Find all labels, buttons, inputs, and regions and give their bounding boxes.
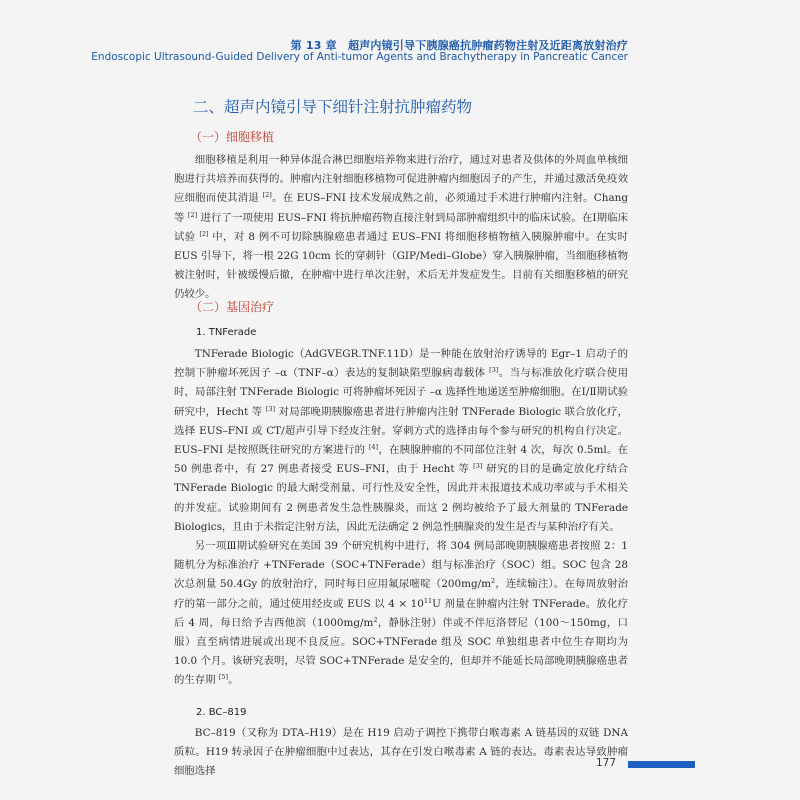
text-run: U 剂量在肿瘤内注射 TNFerade。放化疗后 4 周，每日给予吉西他滨（1000mg/m: [174, 597, 629, 629]
citation: [3]: [265, 404, 276, 413]
text-run: TNFerade Biologic（AdGVEGR.TNF.11D）是一种能在放射治疗诱导的 Egr–1 启动子的控制下肿瘤坏死因子 –α（TNF–α）表达的复制缺陷型腺病毒载体: [174, 348, 628, 380]
citation: [4]: [368, 443, 379, 452]
superscript: 2: [491, 577, 496, 586]
subsection-title-gene-therapy: （二）基因治疗: [190, 300, 275, 314]
bc819-body: [174, 724, 628, 782]
chapter-header-en: Endoscopic Ultrasound-Guided Delivery of Anti-tumor Agents and Brachytherapy in Pancreatic Cancer: [91, 51, 628, 63]
text-run: ，在胰腺肿瘤的不同部位注射 4 次，每次 0.5ml。在 50 例患者中，有 27 例患者接受 EUS–FNI，由于 Hecht 等: [174, 444, 629, 476]
page-number: 177: [596, 757, 617, 769]
paragraph: [174, 345, 628, 537]
citation: [2]: [262, 191, 272, 200]
paragraph: [174, 151, 628, 305]
superscript: 11: [423, 596, 433, 605]
citation: [2]: [187, 210, 198, 219]
text-run: 中，对 8 例不可切除胰腺癌患者通过 EUS–FNI 将细胞移植物植入胰腺肿瘤中。在实时 EUS 引导下，将一根 22G 10cm 长的穿刺针（GIP/Medi–Globe）穿入胰腺肿瘤，当细胞移植物被注射时，针被缓慢后撤，在肿瘤中进行单次注射，术后无并发症发生。目前有关细胞移植的研究仍较少。: [174, 230, 628, 301]
text-run: 对局部晚期胰腺癌患者进行肿瘤内注射 TNFerade Biologic 联合放化疗，选择 EUS–FNI 或 CT/超声引导下经皮注射。穿刺方式的选择由每个参与研究的机构自行决定。EUS–FNI 是按照既往研究的方案进行的: [174, 405, 628, 457]
subsection-title-cell-transplant: （一）细胞移植: [190, 130, 275, 144]
text-run: BC–819（又称为 DTA–H19）是在 H19 启动子调控下携带白喉毒素 A 链基因的双链 DNA 质粒。H19 转录因子在肿瘤细胞中过表达，其存在引发白喉毒素 A 链的表达。毒素表达导致肿瘤细胞选择: [174, 727, 628, 778]
cell-transplant-body: [174, 151, 628, 305]
citation: [5]: [218, 673, 229, 682]
text-run: ，静脉注射）伴或不伴厄洛替尼（100～150mg，口服）直至病情进展或出现不良反应。SOC+TNFerade 组及 SOC 单独组患者中位生存期均为 10.0 个月。该研究表明，尽管 SOC+TNFerade 是安全的，但却并不能延长局部晚期胰腺癌患者的生存期: [174, 616, 628, 687]
text-run: 。在 EUS–FNI 技术发展成熟之前，必须通过手术进行肿瘤内注射。Chang 等: [174, 192, 628, 224]
text-run: 另一项Ⅲ期试验研究在美国 39 个研究机构中进行，将 304 例局部晚期胰腺癌患者按照 2：1 随机分为标准治疗 +TNFerade（SOC+TNFerade）组与标准治疗（SOC）组。SOC 包含 28 次总剂量 50.4Gy 的放射治疗，同时每日应用氟尿嘧啶（200mg/m: [174, 540, 628, 591]
text-run: 。: [228, 674, 239, 687]
paragraph: [174, 724, 628, 782]
text-run: ，连续输注）。在每周放射治疗的第一部分之前，通过使用经皮或 EUS 以 4 × 10: [174, 578, 628, 610]
item-title-bc819: 2. BC–819: [196, 707, 247, 718]
tnferade-body: [174, 345, 628, 691]
paragraph: [174, 537, 628, 691]
text-run: 进行了一项使用 EUS–FNI 将抗肿瘤药物直接注射到局部肿瘤组织中的临床试验。在Ⅰ期临床试验: [174, 211, 628, 243]
superscript: 2: [373, 615, 378, 624]
citation: [3]: [489, 366, 499, 375]
text-run: 研究的目的是确定放化疗结合 TNFerade Biologic 的最大耐受剂量、可行性及安全性，因此并未报道技术成功率或与手术相关的并发症。试验期间有 2 例患者发生急性胰腺炎，而这 2 例均被给予了最大剂量的 TNFerade Biologics，且由于未指定注射方法，因此无法确定 2 例急性胰腺炎的发生是否与某种治疗有关。: [174, 463, 628, 533]
item-title-tnferade: 1. TNFerade: [196, 327, 257, 338]
text-run: 。当与标准放化疗联合使用时，局部注射 TNFerade Biologic 可将肿瘤坏死因子 –α 选择性地递送至肿瘤细胞。在Ⅰ/Ⅱ期试验研究中，Hecht 等: [174, 367, 628, 418]
citation: [3]: [473, 462, 483, 471]
text-run: 细胞移植是利用一种异体混合淋巴细胞培养物来进行治疗，通过对患者及供体的外周血单核细胞进行共培养而获得的。肿瘤内注射细胞移植物可促进肿瘤内细胞因子的产生，并通过激活免疫效应细胞而使其消退: [174, 154, 628, 205]
citation: [2]: [199, 229, 209, 238]
footer-accent-bar: [628, 761, 695, 768]
section-title: 二、超声内镜引导下细针注射抗肿瘤药物: [193, 98, 473, 116]
chapter-header-cn: 第 13 章 超声内镜引导下胰腺癌抗肿瘤药物注射及近距离放射治疗: [290, 39, 628, 52]
